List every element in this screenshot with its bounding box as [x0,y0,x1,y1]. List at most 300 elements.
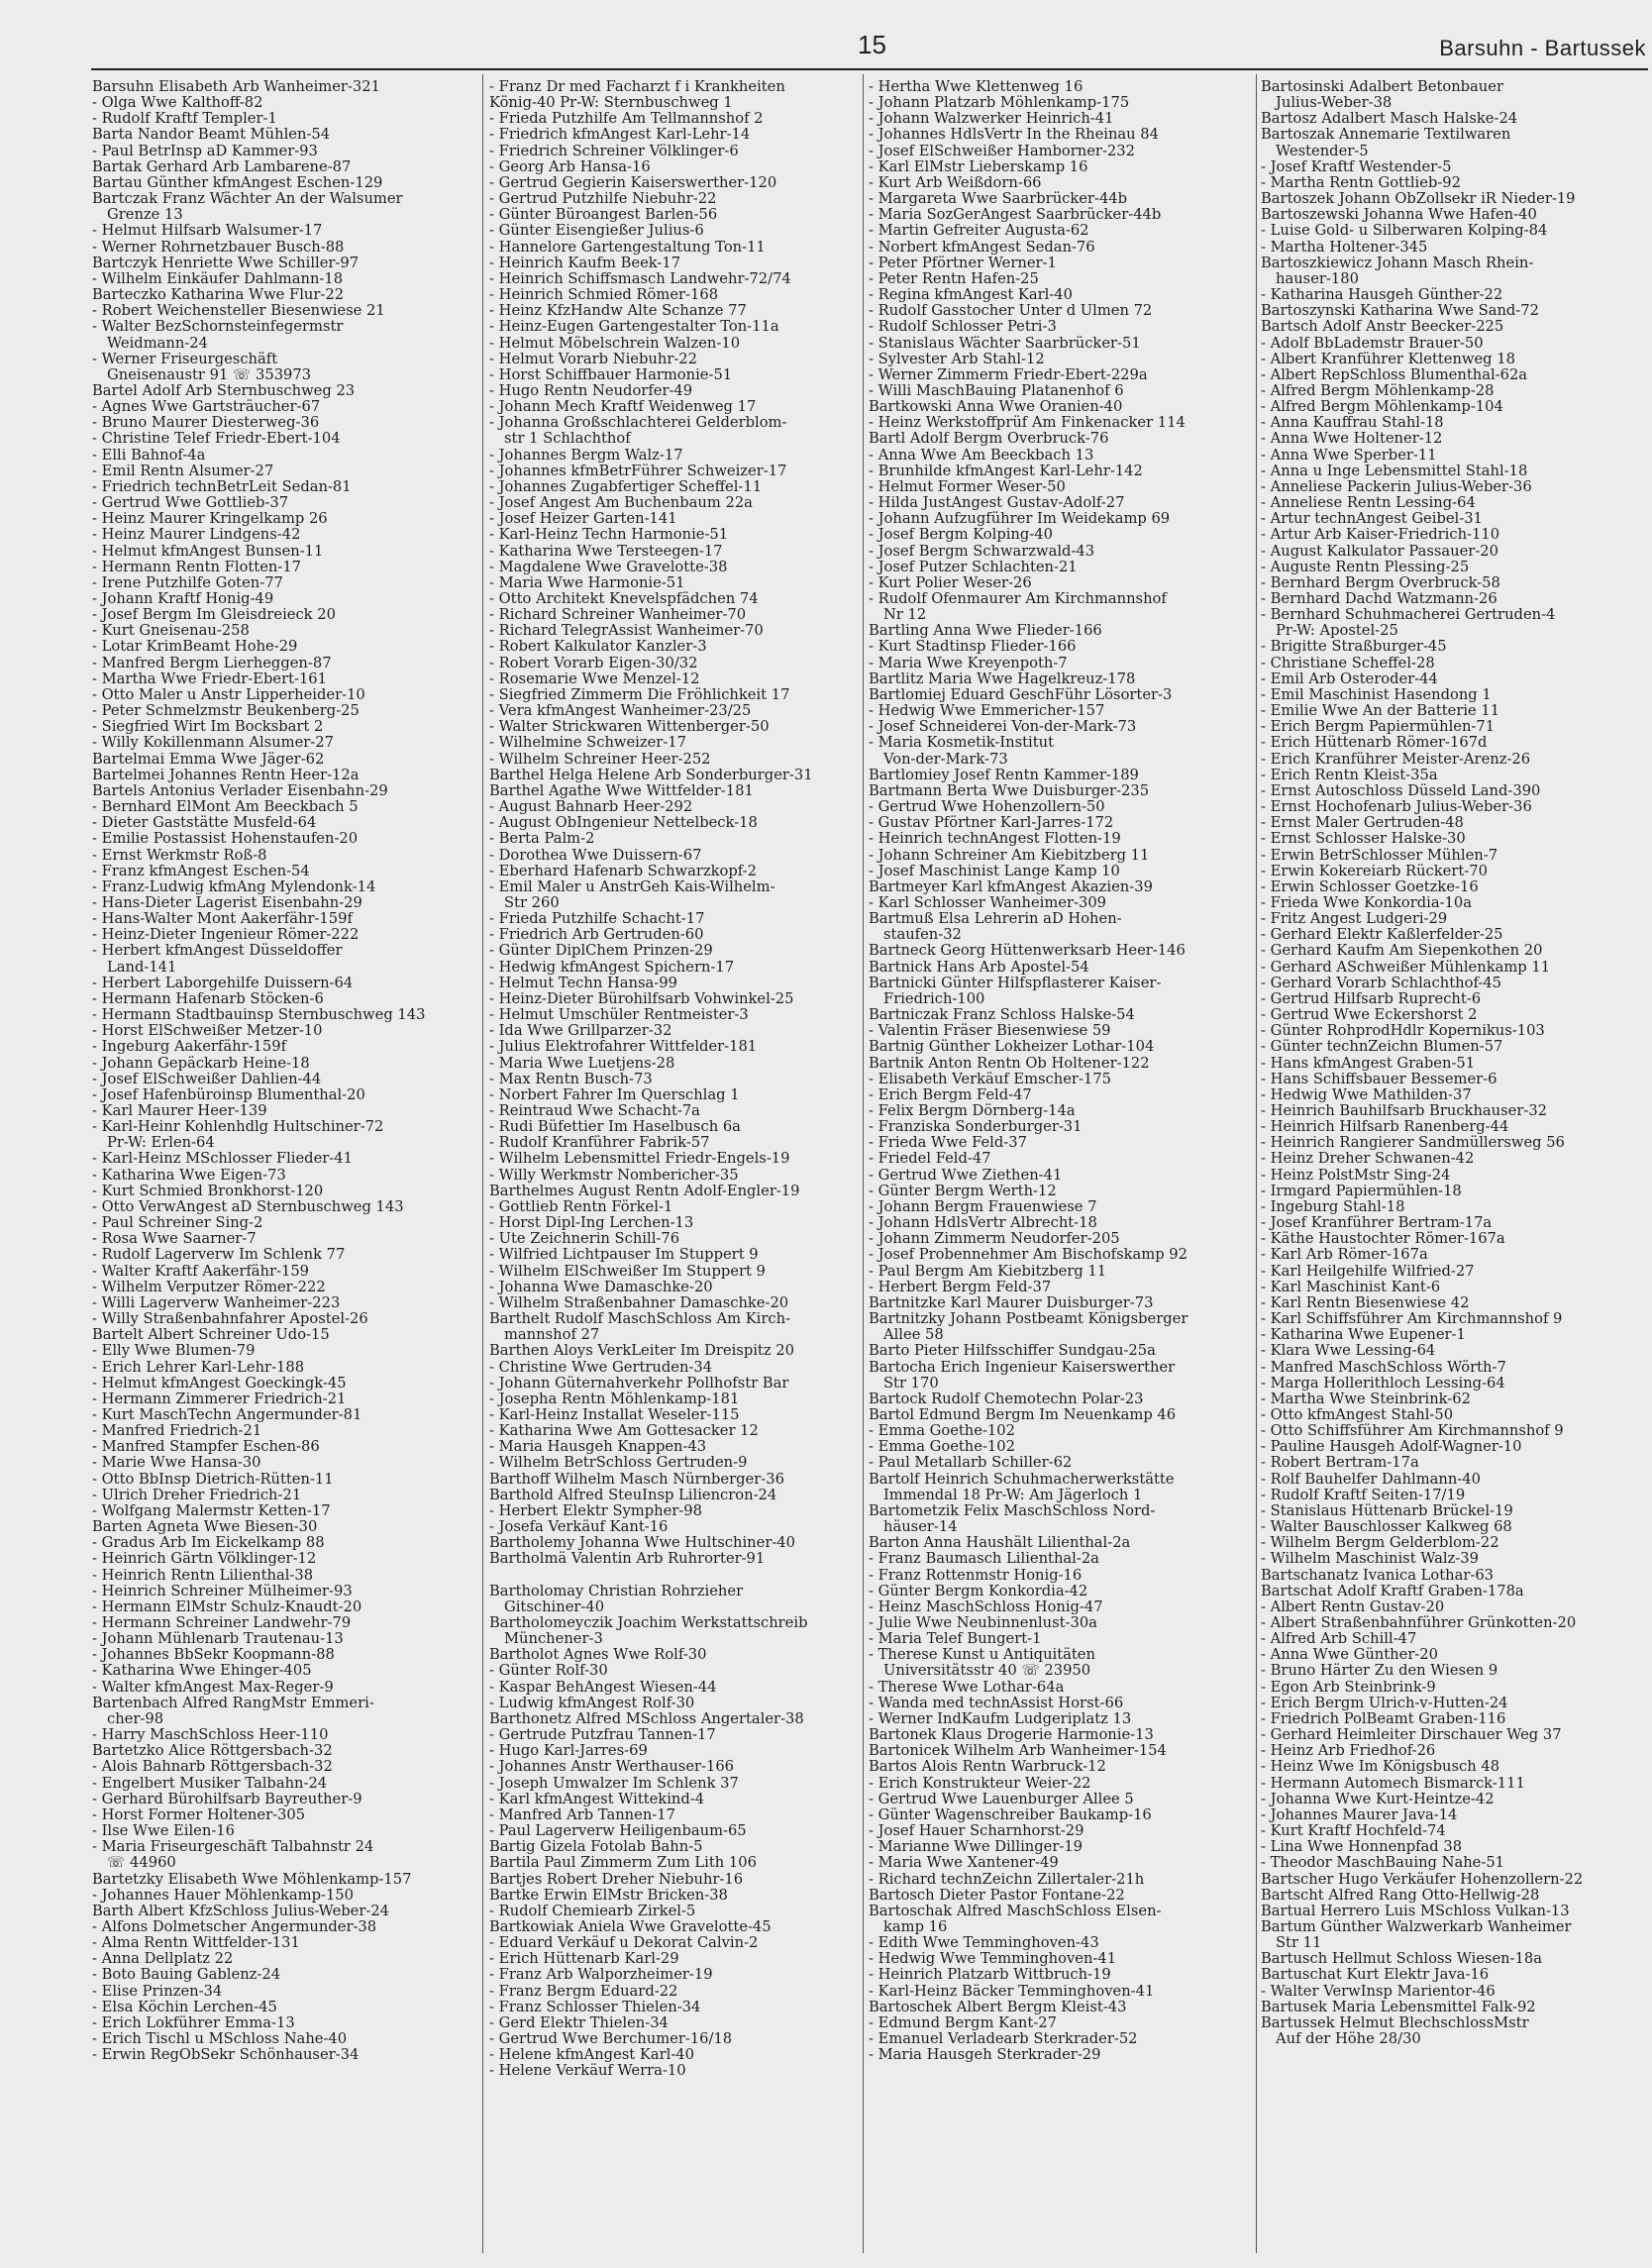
directory-entry: - Emanuel Verladearb Sterkrader-52 [869,2030,1138,2048]
directory-entry: - Helmut Umschüler Rentmeister-3 [489,1006,749,1024]
directory-entry: Bartocha Erich Ingenieur Kaiserswerther [869,1358,1176,1376]
directory-entry: - Josef Bergm Im Gleisdreieck 20 [92,606,336,624]
directory-entry: - Ludwig kfmAngest Rolf-30 [489,1694,695,1711]
directory-entry: - Günter Rolf-30 [489,1662,608,1680]
directory-entry: Bartolf Heinrich Schuhmacherwerkstätte [869,1470,1175,1488]
directory-entry: - Kurt MaschTechn Angermunder-81 [92,1405,362,1423]
directory-entry: Bartmann Berta Wwe Duisburger-235 [869,781,1150,799]
directory-entry: - Wilhelm Lebensmittel Friedr-Engels-19 [489,1150,790,1168]
directory-entry: Str 260 [504,893,560,911]
directory-entry: - Kaspar BehAngest Wiesen-44 [489,1678,717,1696]
directory-entry: - Brunhilde kfmAngest Karl-Lehr-142 [869,462,1143,479]
directory-entry: - Ernst Hochofenarb Julius-Weber-36 [1261,798,1532,816]
directory-entry: - Rolf Bauhelfer Dahlmann-40 [1261,1470,1481,1488]
directory-entry: Auf der Höhe 28/30 [1276,2030,1421,2048]
directory-entry: Bartschat Adolf Kraftf Graben-178a [1261,1582,1524,1599]
directory-entry: - Günter Büroangest Barlen-56 [489,206,718,224]
directory-entry: Bartscht Alfred Rang Otto-Hellwig-28 [1261,1886,1540,1904]
directory-entry: - Peter Schmelzmstr Beukenberg-25 [92,702,360,720]
directory-entry: - Maria Wwe Harmonie-51 [489,573,685,591]
directory-entry: - Wilhelm BetrSchloss Gertruden-9 [489,1454,748,1472]
directory-entry: - Christiane Scheffel-28 [1261,654,1435,671]
directory-entry: - Franz-Ludwig kfmAng Mylendonk-14 [92,877,376,895]
directory-entry: hauser-180 [1276,269,1359,287]
directory-entry: - Alfred Arb Schill-47 [1261,1630,1417,1648]
directory-entry: - Martin Gefreiter Augusta-62 [869,222,1089,240]
directory-entry: Gitschiner-40 [504,1598,605,1615]
directory-entry: - Gertrud Gegierin Kaiserswerther-120 [489,173,777,191]
directory-entry: - Johannes kfmBetrFührer Schweizer-17 [489,462,787,479]
page-number: 15 [858,30,886,59]
directory-entry: - Ingeburg Stahl-18 [1261,1197,1405,1215]
directory-entry: - Katharina Wwe Am Gottesacker 12 [489,1422,759,1440]
directory-entry: - Anna Wwe Am Beeckbach 13 [869,446,1094,464]
directory-entry: - Heinz Werkstoffprüf Am Finkenacker 114 [869,414,1186,432]
directory-entry: - Heinrich Schmied Römer-168 [489,286,719,304]
directory-entry: - Gustav Pförtner Karl-Jarres-172 [869,814,1114,832]
directory-entry: - Joseph Umwalzer Im Schlenk 37 [489,1774,739,1792]
directory-entry: - Lotar KrimBeamt Hohe-29 [92,638,298,656]
directory-entry: - Pauline Hausgeh Adolf-Wagner-10 [1261,1438,1522,1456]
directory-entry: Bartholomay Christian Rohrzieher [489,1582,744,1599]
directory-entry: - Ernst Autoschloss Düsseld Land-390 [1261,781,1541,799]
directory-entry: - Heinrich Schreiner Mülheimer-93 [92,1582,353,1599]
directory-entry: - Richard TelegrAssist Wanheimer-70 [489,622,764,640]
directory-entry: Bartoschak Alfred MaschSchloss Elsen- [869,1902,1162,1919]
directory-entry: - Willi MaschBauing Platanenhof 6 [869,381,1124,399]
directory-entry: Bartlomiej Eduard GeschFühr Lösorter-3 [869,685,1173,703]
directory-column-2 [489,79,876,2263]
directory-entry: - Martha Rentn Gottlieb-92 [1261,173,1461,191]
directory-entry: - Valentin Fräser Biesenwiese 59 [869,1022,1111,1040]
header-rule [91,68,1648,70]
directory-entry: - Walter kfmAngest Max-Reger-9 [92,1678,334,1696]
directory-entry: Bartos Alois Rentn Warbruck-12 [869,1758,1106,1776]
directory-entry: - Heinrich Rentn Lilienthal-38 [92,1566,314,1584]
directory-entry: - Heinrich technAngest Flotten-19 [869,830,1121,848]
directory-entry: Barto Pieter Hilfsschiffer Sundgau-25a [869,1342,1156,1360]
directory-entry: - Hilda JustAngest Gustav-Adolf-27 [869,494,1125,512]
directory-entry: - Bruno Maurer Diesterweg-36 [92,414,320,432]
directory-entry: - Frieda Wwe Feld-37 [869,1134,1027,1152]
directory-entry: - Heinz-Dieter Bürohilfsarb Vohwinkel-25 [489,989,794,1007]
directory-entry: Barthel Agathe Wwe Wittfelder-181 [489,781,754,799]
directory-entry: - Edith Wwe Temminghoven-43 [869,1934,1099,1952]
directory-entry: - Horst Former Holtener-305 [92,1805,306,1823]
directory-entry: - Rudi Büfettier Im Haselbusch 6a [489,1118,741,1136]
directory-entry: - Adolf BbLademstr Brauer-50 [1261,334,1484,352]
directory-entry: - Hans kfmAngest Graben-51 [1261,1054,1476,1072]
directory-entry: - Gertrud Wwe Eckershorst 2 [1261,1006,1478,1024]
directory-entry: - Elly Wwe Blumen-79 [92,1342,256,1360]
directory-entry: - Berta Palm-2 [489,830,595,848]
directory-entry: - Rudolf Schlosser Petri-3 [869,318,1057,336]
directory-entry: Bartczyk Henriette Wwe Schiller-97 [92,254,360,271]
directory-entry: staufen-32 [883,926,962,944]
directory-entry: - Bernhard Schuhmacherei Gertruden-4 [1261,606,1556,624]
directory-entry: Bartual Herrero Luis MSchloss Vulkan-13 [1261,1902,1570,1919]
directory-entry: - Emma Goethe-102 [869,1438,1015,1456]
directory-entry: - Günter technZeichn Blumen-57 [1261,1038,1503,1056]
directory-entry: - Josef Schneiderei Von-der-Mark-73 [869,718,1137,736]
directory-entry: Barton Anna Haushält Lilienthal-2a [869,1534,1131,1552]
directory-entry: - Wilhelm ElSchweißer Im Stuppert 9 [489,1262,766,1280]
directory-entry: Bartneck Georg Hüttenwerksarb Heer-146 [869,942,1186,960]
directory-entry: - Stanislaus Wächter Saarbrücker-51 [869,334,1141,352]
directory-entry: - Elsa Köchin Lerchen-45 [92,1998,277,2015]
directory-entry: - Johanna Großschlachterei Gelderblom- [489,414,787,432]
directory-entry: - Gerhard ASchweißer Mühlenkamp 11 [1261,958,1551,976]
directory-entry: - Anna u Inge Lebensmittel Stahl-18 [1261,462,1528,479]
directory-entry: - Josef ElSchweißer Hamborner-232 [869,142,1135,159]
directory-entry: - Artur technAngest Geibel-31 [1261,510,1483,528]
directory-entry: - Dorothea Wwe Duissern-67 [489,846,702,864]
directory-entry: - Friedrich Schreiner Völklinger-6 [489,142,739,159]
directory-entry: - Hermann ElMstr Schulz-Knaudt-20 [92,1598,362,1615]
directory-entry: - Heinz KfzHandw Alte Schanze 77 [489,302,747,320]
directory-entry: - Franz Dr med Facharzt f i Krankheiten [489,79,785,95]
directory-entry: Bartoschek Albert Bergm Kleist-43 [869,1998,1127,2015]
directory-entry: Barteczko Katharina Wwe Flur-22 [92,286,345,304]
directory-entry: Bartig Gizela Fotolab Bahn-5 [489,1838,703,1856]
directory-entry: - Josef Kraftf Westender-5 [1261,157,1452,175]
running-head: Barsuhn - Bartussek [1439,36,1646,60]
directory-entry: Allee 58 [883,1326,944,1344]
directory-entry: - Günter DiplChem Prinzen-29 [489,942,713,960]
directory-entry: - Dieter Gaststätte Musfeld-64 [92,814,317,832]
directory-entry: - Anneliese Rentn Lessing-64 [1261,494,1476,512]
directory-entry: - Harry MaschSchloss Heer-110 [92,1726,329,1744]
directory-entry [489,1568,876,1584]
directory-entry: - Kurt Stadtinsp Flieder-166 [869,638,1077,656]
directory-entry: - Erich Bergm Ulrich-v-Hutten-24 [1261,1694,1508,1711]
page-header [0,0,1652,69]
directory-entry: Bartnig Günther Lokheizer Lothar-104 [869,1038,1155,1056]
directory-entry: - Heinrich Hilfsarb Ranenberg-44 [1261,1118,1509,1136]
directory-entry: - Stanislaus Hüttenarb Brückel-19 [1261,1501,1513,1519]
directory-entry: - Heinz Dreher Schwanen-42 [1261,1150,1475,1168]
directory-entry: - Friedrich technBetrLeit Sedan-81 [92,477,352,495]
directory-entry: - Hermann Rentn Flotten-17 [92,558,302,575]
directory-entry: - Hedwig Wwe Mathilden-37 [1261,1085,1472,1103]
directory-entry: - Manfred MaschSchloss Wörth-7 [1261,1358,1506,1376]
directory-entry: - Gertrud Hilfsarb Ruprecht-6 [1261,989,1482,1007]
directory-entry: - Hannelore Gartengestaltung Ton-11 [489,238,766,256]
directory-entry: - Rudolf Kraftf Seiten-17/19 [1261,1486,1466,1503]
directory-entry: Barta Nandor Beamt Mühlen-54 [92,126,331,144]
directory-entry: Bartnicki Günter Hilfspflasterer Kaiser- [869,974,1162,991]
directory-entry: - Albert Kranführer Klettenweg 18 [1261,350,1515,367]
directory-entry: - Hertha Wwe Klettenweg 16 [869,79,1084,95]
directory-entry: Bartelmai Emma Wwe Jäger-62 [92,750,325,768]
directory-entry: - Johann Kraftf Honig-49 [92,590,274,607]
directory-entry: - Johannes HdlsVertr In the Rheinau 84 [869,126,1159,144]
directory-entry: - Josepha Rentn Möhlenkamp-181 [489,1390,740,1407]
directory-entry: Bartnitzke Karl Maurer Duisburger-73 [869,1293,1154,1311]
directory-entry: - Bernhard Dachd Watzmann-26 [1261,590,1497,607]
directory-entry: - Richard technZeichn Zillertaler-21h [869,1870,1145,1888]
directory-entry: - Willi Lagerverw Wanheimer-223 [92,1293,341,1311]
directory-entry: Bartoszek Johann ObZollsekr iR Nieder-19 [1261,190,1576,208]
directory-entry: - Emilie Wwe An der Batterie 11 [1261,702,1500,720]
directory-entry: - Wilhelm Bergm Gelderblom-22 [1261,1534,1499,1552]
directory-entry: - Margareta Wwe Saarbrücker-44b [869,190,1128,208]
directory-entry: - Hans-Dieter Lagerist Eisenbahn-29 [92,893,362,911]
directory-column-4 [1261,79,1652,2263]
directory-entry: - Otto kfmAngest Stahl-50 [1261,1405,1454,1423]
directory-entry: - Martha Wwe Friedr-Ebert-161 [92,670,327,687]
directory-entry: Bartkowski Anna Wwe Oranien-40 [869,398,1123,416]
directory-entry: - Ulrich Dreher Friedrich-21 [92,1486,302,1503]
directory-entry: - Marga Hollerithloch Lessing-64 [1261,1374,1505,1392]
directory-entry: - Agnes Wwe Gartsträucher-67 [92,398,321,416]
directory-entry: - Irene Putzhilfe Goten-77 [92,573,283,591]
directory-entry: Grenze 13 [107,206,183,224]
directory-entry: Bartnik Anton Rentn Ob Holtener-122 [869,1054,1150,1072]
directory-entry: Land-141 [107,958,177,976]
directory-entry: Bartnick Hans Arb Apostel-54 [869,958,1089,976]
directory-entry: - Kurt Arb Weißdorn-66 [869,173,1042,191]
directory-column-1 [92,79,473,2263]
directory-entry: - Josef Hauer Scharnhorst-29 [869,1822,1084,1840]
directory-entry: - Erich Lokführer Emma-13 [92,2013,295,2031]
directory-entry: - Norbert kfmAngest Sedan-76 [869,238,1095,256]
directory-entry: Bartkowiak Aniela Wwe Gravelotte-45 [489,1917,772,1935]
directory-entry: - Frieda Wwe Konkordia-10a [1261,893,1472,911]
directory-entry: - Marianne Wwe Dillinger-19 [869,1838,1084,1856]
directory-entry: - Therese Kunst u Antiquitäten [869,1646,1095,1664]
directory-entry: - Josef Maschinist Lange Kamp 10 [869,862,1120,879]
directory-entry: - Hedwig kfmAngest Spichern-17 [489,958,735,976]
directory-entry: - Gerhard Bürohilfsarb Bayreuther-9 [92,1790,362,1807]
directory-entry: - Lina Wwe Honnenpfad 38 [1261,1838,1463,1856]
directory-entry: - Maria Hausgeh Knappen-43 [489,1438,707,1456]
directory-entry: - Egon Arb Steinbrink-9 [1261,1678,1436,1696]
directory-entry: kamp 16 [883,1917,948,1935]
directory-entry: Bartholomeyczik Joachim Werkstattschreib [489,1614,808,1631]
directory-entry: - Willy Straßenbahnfahrer Apostel-26 [92,1310,368,1328]
directory-entry: - Erich Kranführer Meister-Arenz-26 [1261,750,1531,768]
directory-entry: - Hugo Rentn Neudorfer-49 [489,381,693,399]
directory-entry: - Bernhard Bergm Overbruck-58 [1261,573,1500,591]
directory-entry: - Theodor MaschBauing Nahe-51 [1261,1854,1505,1872]
directory-entry: Bartels Antonius Verlader Eisenbahn-29 [92,781,388,799]
directory-entry: - Anna Wwe Holtener-12 [1261,430,1443,448]
directory-entry: - Paul Schreiner Sing-2 [92,1214,263,1232]
directory-entry: - Johannes Bergm Walz-17 [489,446,683,464]
directory-entry: - Eberhard Hafenarb Schwarzkopf-2 [489,862,757,879]
directory-entry: Bartoszewski Johanna Wwe Hafen-40 [1261,206,1537,224]
directory-entry: - Helmut kfmAngest Bunsen-11 [92,542,324,560]
column-divider [482,74,483,2253]
directory-entry: - Alfred Bergm Möhlenkamp-28 [1261,381,1495,399]
directory-entry: - Emil Maler u AnstrGeh Kais-Wilhelm- [489,877,775,895]
directory-entry: - Walter VerwInsp Marientor-46 [1261,1982,1496,2000]
directory-entry: Bartczak Franz Wächter An der Walsumer [92,190,403,208]
directory-entry: Barth Albert KfzSchloss Julius-Weber-24 [92,1902,390,1919]
directory-entry: Bartak Gerhard Arb Lambarene-87 [92,157,352,175]
directory-entry: - Herbert kfmAngest Düsseldoffer [92,942,343,960]
directory-entry: - Karl Heilgehilfe Wilfried-27 [1261,1262,1475,1280]
directory-entry: - Wilhelm Maschinist Walz-39 [1261,1550,1479,1568]
directory-entry: häuser-14 [883,1518,958,1536]
directory-entry: - Martha Holtener-345 [1261,238,1428,256]
directory-entry: Barthelt Rudolf MaschSchloss Am Kirch- [489,1310,791,1328]
directory-entry: - Paul Bergm Am Kiebitzberg 11 [869,1262,1107,1280]
directory-entry: - Josef Heizer Garten-141 [489,510,677,528]
directory-entry: - Artur Arb Kaiser-Friedrich-110 [1261,526,1500,544]
directory-entry: - Peter Pförtner Werner-1 [869,254,1057,271]
directory-entry: - Hedwig Wwe Temminghoven-41 [869,1950,1117,1968]
directory-entry: - Ernst Werkmstr Roß-8 [92,846,267,864]
directory-entry: - Gertrude Putzfrau Tannen-17 [489,1726,716,1744]
directory-entry: - Johann Aufzugführer Im Weidekamp 69 [869,510,1171,528]
directory-entry: - Manfred Arb Tannen-17 [489,1805,675,1823]
directory-entry: - Hermann Hafenarb Stöcken-6 [92,989,324,1007]
directory-entry: - Alfred Bergm Möhlenkamp-104 [1261,398,1503,416]
directory-entry: - Erich Konstrukteur Weier-22 [869,1774,1091,1792]
directory-entry: - Horst Dipl-Ing Lerchen-13 [489,1214,694,1232]
directory-entry: - Walter Strickwaren Wittenberger-50 [489,718,770,736]
directory-entry: - Franz Baumasch Lilienthal-2a [869,1550,1099,1568]
directory-entry: - Franz Schlosser Thielen-34 [489,1998,701,2015]
directory-entry: - Richard Schreiner Wanheimer-70 [489,606,747,624]
directory-entry: - Maria Telef Bungert-1 [869,1630,1042,1648]
directory-entry: - Gertrud Wwe Ziethen-41 [869,1166,1063,1184]
directory-entry: - Franz Rottenmstr Honig-16 [869,1566,1083,1584]
directory-entry: - Helene kfmAngest Karl-40 [489,2046,694,2064]
directory-entry: Bartusek Maria Lebensmittel Falk-92 [1261,1998,1536,2015]
directory-entry: - Helmut Hilfsarb Walsumer-17 [92,222,323,240]
directory-entry: Barthel Helga Helene Arb Sonderburger-31 [489,766,813,783]
directory-entry: Von-der-Mark-73 [883,750,1008,768]
directory-entry: - Rudolf Chemiearb Zirkel-5 [489,1902,696,1919]
directory-entry: - Johannes Anstr Werthauser-166 [489,1758,735,1776]
directory-entry: Bartoszynski Katharina Wwe Sand-72 [1261,302,1539,320]
directory-entry: - Magdalene Wwe Gravelotte-38 [489,558,728,575]
directory-entry: Barsuhn Elisabeth Arb Wanheimer-321 [92,79,380,95]
directory-entry: - Erich Hüttenarb Karl-29 [489,1950,679,1968]
directory-entry: - Helmut Möbelschrein Walzen-10 [489,334,741,352]
directory-entry: - Horst Schiffbauer Harmonie-51 [489,365,733,383]
directory-entry: - Gertrud Wwe Lauenburger Allee 5 [869,1790,1134,1807]
directory-entry: - Günter Bergm Werth-12 [869,1182,1057,1199]
directory-entry: - Günter Wagenschreiber Baukamp-16 [869,1805,1152,1823]
directory-entry: Bartling Anna Wwe Flieder-166 [869,622,1102,640]
directory-entry: - Johannes Zugabfertiger Scheffel-11 [489,477,763,495]
column-divider [863,74,864,2253]
directory-entry: Bartelmei Johannes Rentn Heer-12a [92,766,360,783]
directory-entry: Bartosinski Adalbert Betonbauer [1261,79,1503,95]
directory-entry: - Karl Schlosser Wanheimer-309 [869,893,1107,911]
directory-entry: - Regina kfmAngest Karl-40 [869,286,1073,304]
directory-entry: - Fritz Angest Ludgeri-29 [1261,910,1448,928]
directory-entry: - Heinz Wwe Im Königsbusch 48 [1261,1758,1500,1776]
directory-entry: - Günter RohprodHdlr Kopernikus-103 [1261,1022,1545,1040]
directory-entry: Bartholmä Valentin Arb Ruhrorter-91 [489,1550,766,1568]
directory-entry: Bartjes Robert Dreher Niebuhr-16 [489,1870,744,1888]
directory-entry: - Karl Rentn Biesenwiese 42 [1261,1293,1470,1311]
directory-entry: - Josef ElSchweißer Dahlien-44 [92,1070,322,1087]
directory-entry: - Emil Maschinist Hasendong 1 [1261,685,1492,703]
directory-entry: - Josef Bergm Kolping-40 [869,526,1053,544]
directory-entry: - Johann Platzarb Möhlenkamp-175 [869,94,1130,112]
directory-entry: - Otto VerwAngest aD Sternbuschweg 143 [92,1197,404,1215]
directory-entry: - Heinz Arb Friedhof-26 [1261,1742,1436,1760]
directory-entry: Gneisenaustr 91 ☏ 353973 [107,365,312,383]
directory-entry: Str 170 [883,1374,939,1392]
directory-entry: - Wilhelm Einkäufer Dahlmann-18 [92,269,344,287]
directory-entry: - Gerhard Elektr Kaßlerfelder-25 [1261,926,1503,944]
column-divider [1256,74,1257,2253]
directory-entry: - Heinz MaschSchloss Honig-47 [869,1598,1103,1615]
directory-entry: Weidmann-24 [107,334,208,352]
directory-entry: - Werner Friseurgeschäft [92,350,278,367]
directory-entry: - Erich Hüttenarb Römer-167d [1261,734,1488,752]
directory-entry: - Eduard Verkäuf u Dekorat Calvin-2 [489,1934,759,1952]
directory-entry: - Therese Wwe Lothar-64a [869,1678,1065,1696]
directory-entry: Bartosch Dieter Pastor Fontane-22 [869,1886,1125,1904]
directory-entry: - Wilfried Lichtpauser Im Stuppert 9 [489,1246,759,1264]
directory-entry: - Karl-Heinz Bäcker Temminghoven-41 [869,1982,1155,2000]
directory-entry: - Alfons Dolmetscher Angermunder-38 [92,1917,377,1935]
directory-entry: - Rosemarie Wwe Menzel-12 [489,670,700,687]
directory-entry: - Maria SozGerAngest Saarbrücker-44b [869,206,1162,224]
directory-entry: - Wilhelm Straßenbahner Damaschke-20 [489,1293,789,1311]
directory-entry: - Hermann Schreiner Landwehr-79 [92,1614,352,1631]
directory-entry: - Ingeburg Aakerfähr-159f [92,1038,287,1056]
directory-entry: Barthonetz Alfred MSchloss Angertaler-38 [489,1709,804,1727]
directory-entry: - Paul BetrInsp aD Kammer-93 [92,142,318,159]
directory-entry: Bartlomiey Josef Rentn Kammer-189 [869,766,1139,783]
directory-entry: - Rudolf Lagerverw Im Schlenk 77 [92,1246,346,1264]
directory-entry: - Frieda Putzhilfe Schacht-17 [489,910,705,928]
directory-entry: - Robert Kalkulator Kanzler-3 [489,638,707,656]
directory-entry: - Heinz Maurer Kringelkamp 26 [92,510,328,528]
directory-entry: - Rudolf Gasstocher Unter d Ulmen 72 [869,302,1153,320]
directory-entry: - Felix Bergm Dörnberg-14a [869,1102,1076,1119]
directory-entry: Bartholot Agnes Wwe Rolf-30 [489,1646,707,1664]
directory-entry: - Erwin BetrSchlosser Mühlen-7 [1261,846,1498,864]
directory-entry: - August Bahnarb Heer-292 [489,798,693,816]
directory-entry: - Albert Straßenbahnführer Grünkotten-20 [1261,1614,1577,1631]
directory-entry: Bartometzik Felix MaschSchloss Nord- [869,1501,1156,1519]
directory-entry: Bartmeyer Karl kfmAngest Akazien-39 [869,877,1153,895]
directory-entry: Universitätsstr 40 ☏ 23950 [883,1662,1091,1680]
directory-entry: - Ida Wwe Grillparzer-32 [489,1022,672,1040]
directory-entry: - Paul Metallarb Schiller-62 [869,1454,1073,1472]
directory-entry: - Karl Schiffsführer Am Kirchmannshof 9 [1261,1310,1563,1328]
directory-entry: - Hermann Zimmerer Friedrich-21 [92,1390,347,1407]
directory-entry: - Ernst Schlosser Halske-30 [1261,830,1466,848]
directory-entry: Bartoszkiewicz Johann Masch Rhein- [1261,254,1534,271]
directory-entry: - Johann Schreiner Am Kiebitzberg 11 [869,846,1150,864]
directory-entry: - Heinrich Rangierer Sandmüllersweg 56 [1261,1134,1565,1152]
directory-entry: Bartoszak Annemarie Textilwaren [1261,126,1511,144]
directory-entry: - Elise Prinzen-34 [92,1982,223,2000]
directory-entry: Westender-5 [1276,142,1369,159]
directory-entry: - Johann HdlsVertr Albrecht-18 [869,1214,1097,1232]
directory-entry: - Josef Putzer Schlachten-21 [869,558,1078,575]
directory-entry: - Heinrich Platzarb Wittbruch-19 [869,1966,1111,1984]
directory-entry: Bartlitz Maria Wwe Hagelkreuz-178 [869,670,1136,687]
directory-entry: - Karl kfmAngest Wittekind-4 [489,1790,705,1807]
directory-entry: Bartonicek Wilhelm Arb Wanheimer-154 [869,1742,1167,1760]
directory-entry: - August Kalkulator Passauer-20 [1261,542,1498,560]
directory-entry: Bartl Adolf Bergm Overbruck-76 [869,430,1109,448]
directory-entry: Bartsch Adolf Anstr Beecker-225 [1261,318,1504,336]
directory-entry: Bartuschat Kurt Elektr Java-16 [1261,1966,1490,1984]
